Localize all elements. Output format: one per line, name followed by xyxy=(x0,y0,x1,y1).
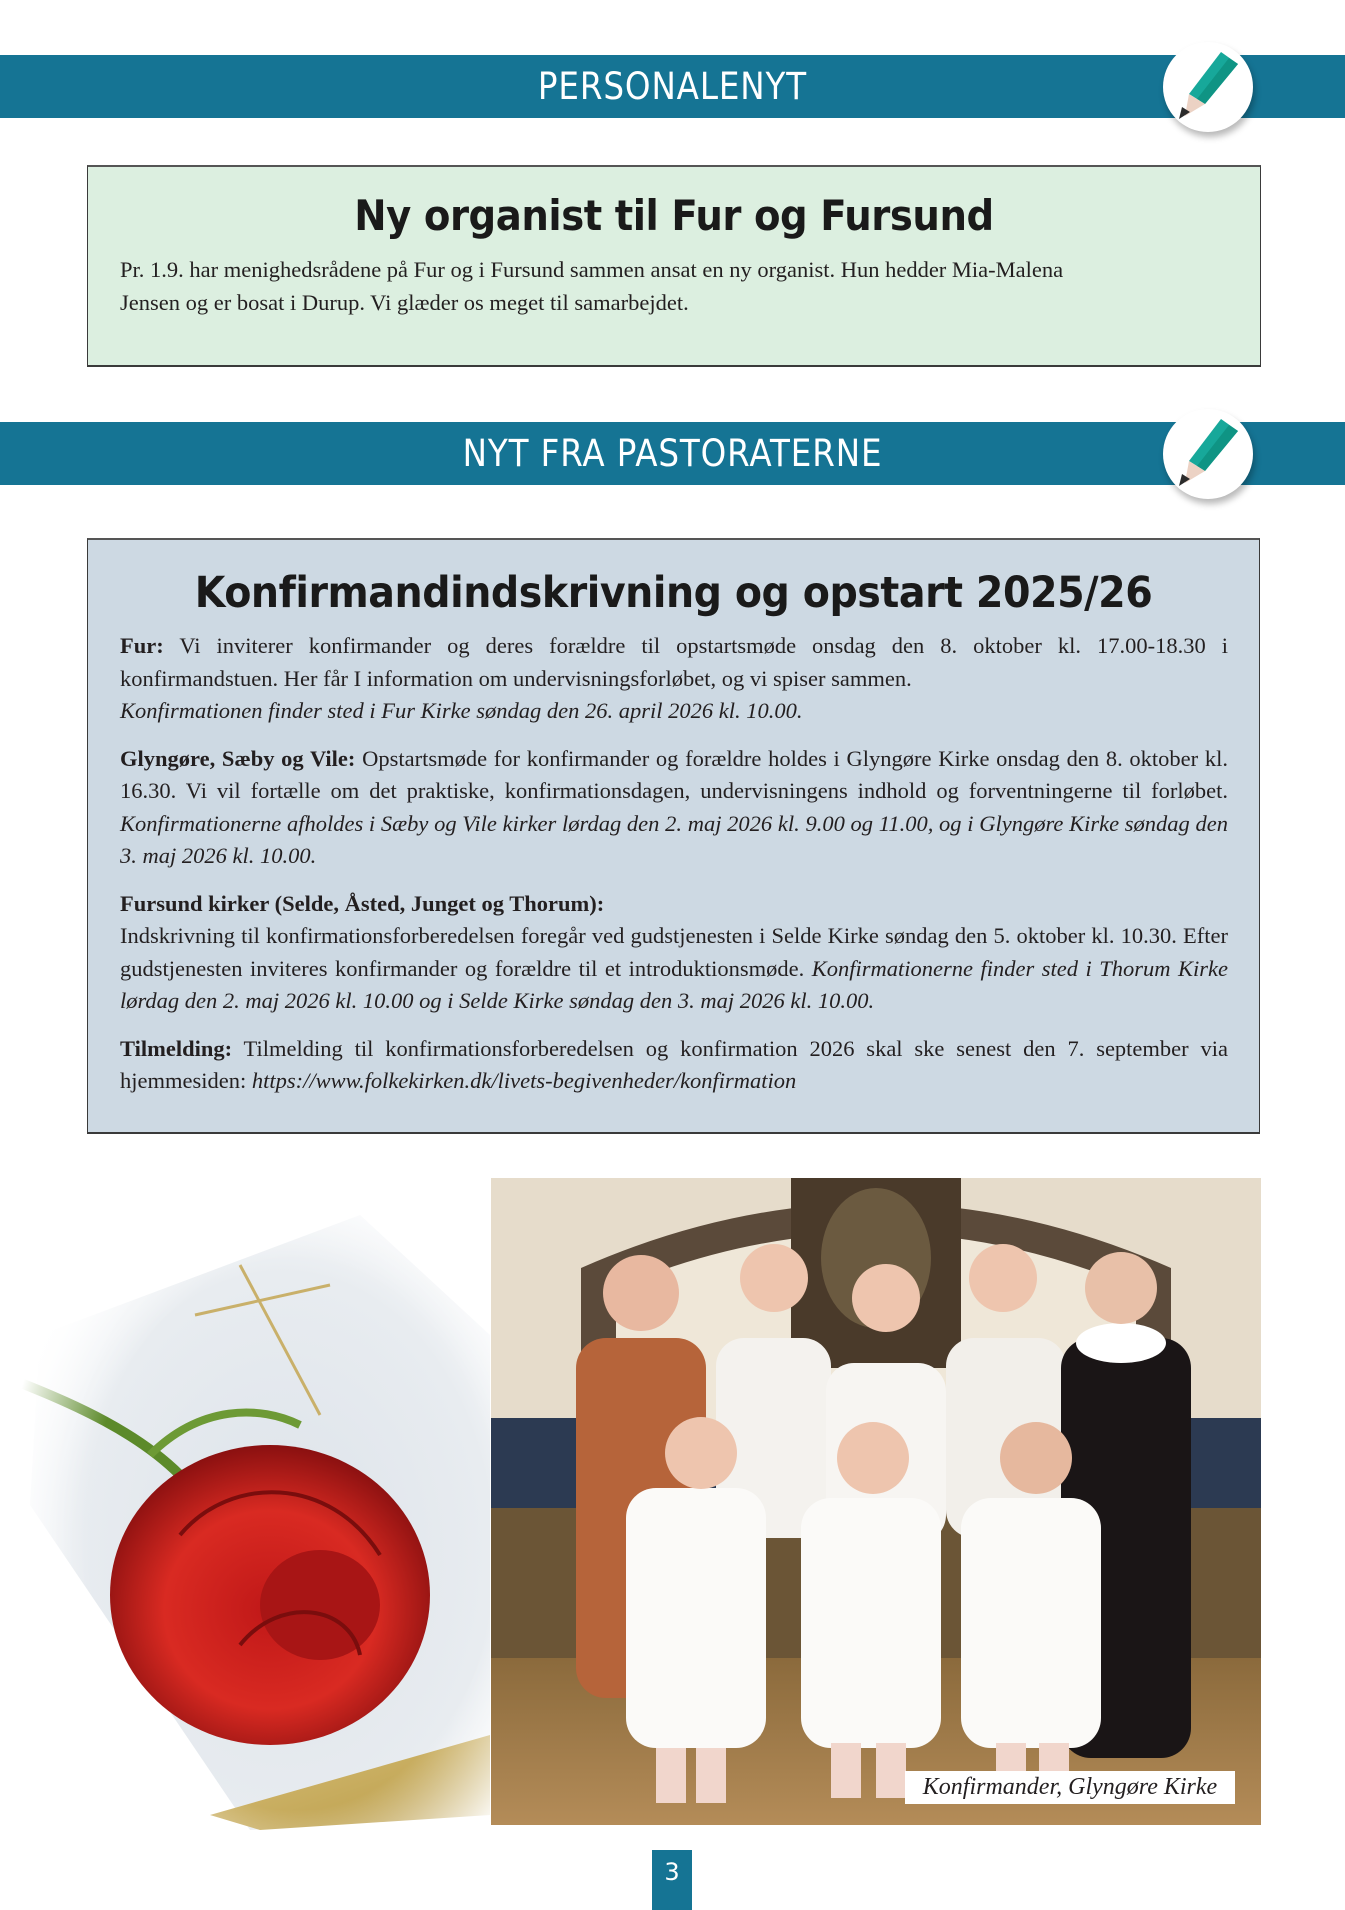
paragraph-italic: Konfirmationerne afholdes i Sæby og Vile kirker lørdag den 2. maj 2026 kl. 9.00 og 11.00, og i Glyngøre Kirke søndag den 3. maj 2026 kl. 10.00. xyxy=(120,810,1228,868)
pencil-icon xyxy=(1163,42,1253,132)
paragraph-label: Fursund kirker (Selde, Åsted, Junget og Thorum): xyxy=(120,890,605,916)
paragraph-text: Tilmelding til konfirmationsforberedelsen og konfirmation 2026 skal ske senest den 7. september via hjemmesiden: xyxy=(120,1035,1228,1093)
banner-title: PERSONALENYT xyxy=(537,65,808,108)
registration-link[interactable]: https://www.folkekirken.dk/livets-begivenheder/konfirmation xyxy=(251,1068,797,1093)
paragraph-text: Vi inviterer konfirmander og deres forældre til opstartsmøde onsdag den 8. oktober kl. 17.00-18.30 i konfirmandstuen. Her får I information om undervisningsforløbet, og vi spiser sammen. xyxy=(120,633,1228,691)
paragraph-line: Pr. 1.9. har menighedsrådene på Fur og i Fursund sammen ansat en ny organist. Hun hedder Mia-Malena xyxy=(120,257,1064,282)
paragraph-text: Opstartsmøde for konfirmander og forældre holdes i Glyngøre Kirke onsdag den 8. oktober kl. 16.30. Vi vil fortælle om det praktiske, konfirmationsdagen, undervisningens indhold og forventningerne til forløbet. xyxy=(120,745,1228,803)
paragraph-italic: Konfirmationerne finder sted i Thorum Kirke lørdag den 2. maj 2026 kl. 10.00 og i Selde Kirke søndag den 3. maj 2026 kl. 10.00. xyxy=(120,955,1228,1013)
section-banner-nyt-fra-pastoraterne xyxy=(0,422,1345,485)
paragraph-fur xyxy=(120,630,1228,728)
photo-caption: Konfirmander, Glyngøre Kirke xyxy=(905,1771,1235,1804)
paragraph-italic: Konfirmationen finder sted i Fur Kirke søndag den 26. april 2026 kl. 10.00. xyxy=(120,698,803,723)
article-heading: Konfirmandindskrivning og opstart 2025/26 xyxy=(194,568,1153,618)
rose-bible-image xyxy=(0,1175,490,1830)
article-confirmation-2025-26 xyxy=(87,538,1260,1134)
section-banner-personalenyt xyxy=(0,55,1345,118)
paragraph-text: Indskrivning til konfirmationsforberedelsen foregår ved gudstjenesten i Selde Kirke søndag den 5. oktober kl. 10.30. Efter gudstjenesten inviteres konfirmander og forældre til et introduktionsmøde. xyxy=(120,923,1228,981)
page-number: 3 xyxy=(652,1850,692,1910)
confirmands-group-photo xyxy=(491,1178,1261,1825)
paragraph-tilmelding xyxy=(120,1033,1228,1098)
paragraph-glyngore xyxy=(120,743,1228,873)
paragraph-fursund xyxy=(120,888,1228,1018)
article-heading: Ny organist til Fur og Fursund xyxy=(354,191,994,240)
article-paragraph xyxy=(120,254,1229,319)
paragraph-label: Fur: xyxy=(120,633,164,658)
paragraph-label: Tilmelding: xyxy=(120,1035,233,1061)
paragraph-label: Glyngøre, Sæby og Vile: xyxy=(120,745,356,771)
paragraph-line: Jensen og er bosat i Durup. Vi glæder os meget til samarbejdet. xyxy=(120,289,689,315)
banner-title: NYT FRA PASTORATERNE xyxy=(462,432,883,475)
article-new-organist xyxy=(87,165,1261,367)
pencil-icon xyxy=(1163,409,1253,499)
